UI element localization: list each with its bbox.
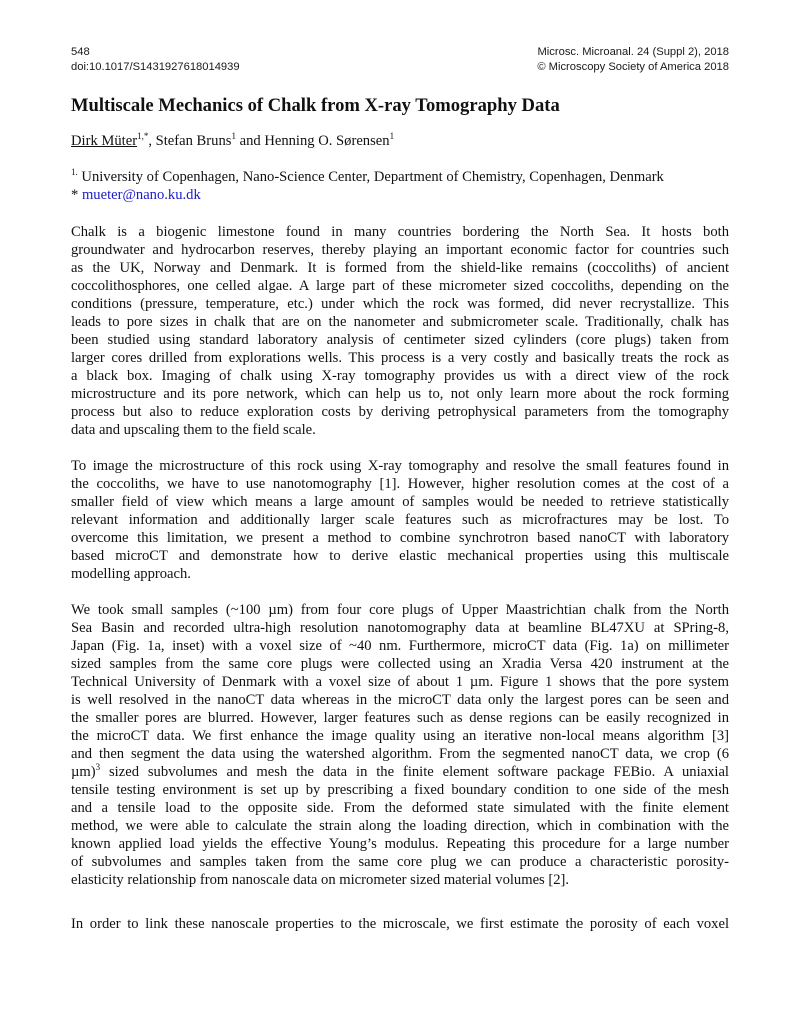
copyright: © Microscopy Society of America 2018 bbox=[537, 61, 729, 73]
text-line: leads to pore sizes in chalk that are on the nanometer and submicrometer scale. Traditionally, chalk has bbox=[71, 314, 729, 330]
author-separator: and bbox=[235, 133, 265, 149]
text-line: overcome this limitation, we present a method to combine synchrotron based nanoCT with laboratory bbox=[71, 530, 729, 546]
text-line: based microCT and demonstrate how to derive elastic mechanical properties using this multiscale bbox=[71, 548, 729, 564]
body-paragraph bbox=[71, 601, 729, 889]
text-line: modelling approach. bbox=[71, 566, 191, 582]
text-line: elasticity relationship from nanoscale data on micrometer sized material volumes [2]. bbox=[71, 872, 570, 888]
header-left bbox=[71, 45, 240, 75]
text-line: Chalk is a biogenic limestone found in many countries bordering the North Sea. It hosts both bbox=[71, 224, 729, 240]
text-line: is well resolved in the nanoCT data whereas in the microCT data only the largest pores can be seen and bbox=[71, 692, 729, 708]
author-affiliation-marker: 1,* bbox=[137, 131, 149, 141]
affiliation-marker: 1. bbox=[71, 167, 78, 177]
text-line: Sea Basin and recorded ultra-high resolution nanotomography data at beamline BL47XU at SPring-8, bbox=[71, 620, 729, 636]
author-name: Dirk Müter bbox=[71, 133, 138, 149]
author-name: Henning O. Sørensen bbox=[264, 133, 390, 149]
text-line: method, we were able to calculate the strain along the loading direction, which in combination with the bbox=[71, 818, 729, 834]
cube-superscript: 3 bbox=[95, 762, 101, 772]
text-line: known applied load yields the effective Young’s modulus. Repeating this procedure for a large number bbox=[71, 836, 729, 852]
text-line: data and upscaling them to the field scale. bbox=[71, 422, 316, 438]
text-line: process but also to reduce exploration costs by deriving petrophysical parameters from the tomography bbox=[71, 404, 729, 420]
affiliation-text: University of Copenhagen, Nano-Science Center, Department of Chemistry, Copenhagen, Denmark bbox=[77, 169, 664, 185]
text-line: Technical University of Denmark with a voxel size of about 1 µm. Figure 1 shows that the pore system bbox=[71, 674, 729, 690]
text-line: We took small samples (~100 µm) from four core plugs of Upper Maastrichtian chalk from the North bbox=[71, 602, 729, 618]
text-line: Japan (Fig. 1a, inset) with a voxel size of ~40 nm. Furthermore, microCT data (Fig. 1a) on millimeter bbox=[71, 638, 729, 654]
email-link[interactable]: mueter@nano.ku.dk bbox=[81, 187, 201, 203]
text-line: of subvolumes and samples taken from the same core plug we can produce a characteristic porosity- bbox=[71, 854, 729, 870]
correspondence-line bbox=[71, 186, 664, 204]
doi: doi:10.1017/S1431927618014939 bbox=[71, 61, 240, 73]
body-paragraph bbox=[71, 457, 729, 583]
affiliations bbox=[71, 168, 664, 204]
text-line: larger cores drilled from explorations wells. This process is a very costly and basically treats the rock as bbox=[71, 350, 729, 366]
text-line: groundwater and hydrocarbon reserves, thereby playing an important economic factor for countries such bbox=[71, 242, 729, 258]
text-fragment: µm) bbox=[71, 764, 96, 780]
text-line: the microCT data. We first enhance the image quality using an iterative non-local means algorithm [3] bbox=[71, 728, 729, 744]
text-line: and then segment the data using the watershed algorithm. From the segmented nanoCT data, we crop (6 bbox=[71, 746, 729, 762]
text-line: To image the microstructure of this rock using X-ray tomography and resolve the small features found in bbox=[71, 458, 729, 474]
author-separator: , bbox=[148, 133, 156, 149]
text-line: relevant information and additionally larger scale features such as microfractures may be lost. To bbox=[71, 512, 729, 528]
author-affiliation-marker: 1 bbox=[389, 131, 395, 141]
text-line: tensile testing environment is set up by prescribing a fixed boundary condition to one side of the mesh bbox=[71, 782, 729, 798]
text-fragment: sized subvolumes and mesh the data in the finite element software package FEBio. A uniaxial bbox=[100, 764, 729, 780]
author-list bbox=[71, 131, 394, 151]
text-line: been studied using standard laboratory analysis of centimeter sized cylinders (core plugs) taken from bbox=[71, 332, 729, 348]
text-line: smaller field of view which means a large amount of samples would be needed to retrieve statistically bbox=[71, 494, 729, 510]
paper-title: Multiscale Mechanics of Chalk from X-ray Tomography Data bbox=[71, 95, 560, 116]
text-line: In order to link these nanoscale properties to the microscale, we first estimate the porosity of each voxel bbox=[71, 916, 729, 932]
author-name: Stefan Bruns bbox=[155, 133, 232, 149]
text-line: conditions (pressure, temperature, etc.) under which the rock was formed, did never recrystallize. This bbox=[71, 296, 729, 312]
text-line: coccolithosphores, one celled algae. A large part of these micrometer sized coccoliths, depending on the bbox=[71, 278, 729, 294]
affiliation-line bbox=[71, 168, 664, 186]
page-number: 548 bbox=[71, 46, 90, 58]
text-line-with-superscript bbox=[71, 763, 729, 781]
text-line: the smaller pores are blurred. However, larger features such as dense regions can be easily recognized in bbox=[71, 710, 729, 726]
text-line: and a tensile load to the opposite side. From the deformed state simulated with the finite element bbox=[71, 800, 729, 816]
header-right bbox=[537, 45, 729, 75]
journal-citation: Microsc. Microanal. 24 (Suppl 2), 2018 bbox=[537, 46, 729, 58]
body-paragraph bbox=[71, 223, 729, 439]
author-affiliation-marker: 1 bbox=[231, 131, 236, 141]
text-line: sized samples from the same core plugs were collected using an Xradia Versa 420 instrument at the bbox=[71, 656, 729, 672]
text-line: a black box. Imaging of chalk using X-ray tomography provides us with a direct view of the rock bbox=[71, 368, 729, 384]
correspondence-marker: * bbox=[71, 187, 82, 203]
body-paragraph bbox=[71, 915, 729, 933]
text-line: the coccoliths, we have to use nanotomography [1]. However, higher resolution comes at the cost of a bbox=[71, 476, 729, 492]
text-line: microstructure and its pore network, which can help us to, not only learn more about the rock forming bbox=[71, 386, 729, 402]
text-line: as the UK, Norway and Denmark. It is formed from the shield-like remains (coccoliths) of ancient bbox=[71, 260, 729, 276]
